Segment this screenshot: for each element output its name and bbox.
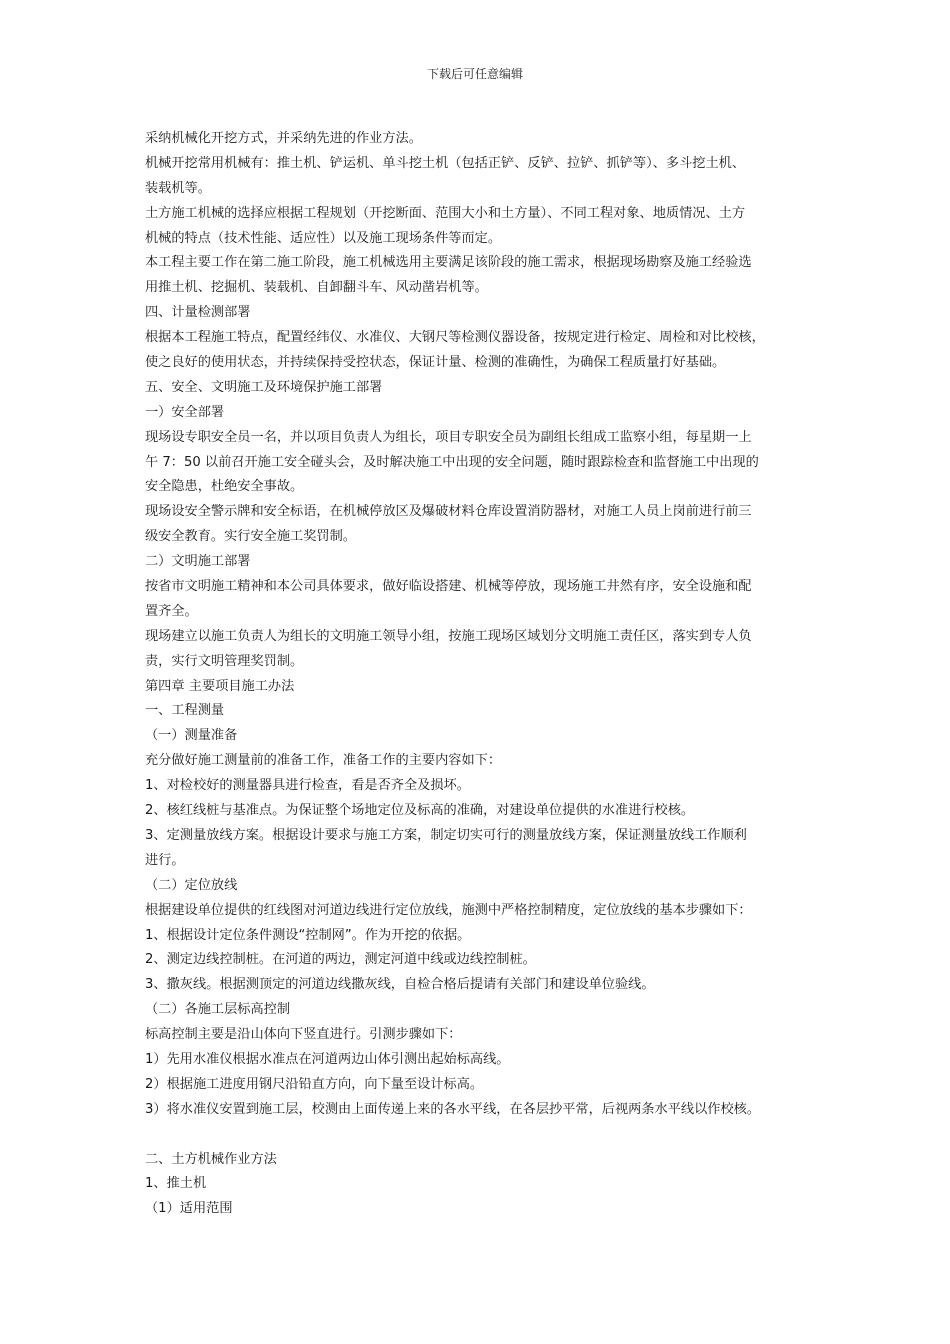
blank-line — [145, 1123, 813, 1148]
text-line: 二、土方机械作业方法 — [145, 1151, 277, 1167]
text-line: 机械的特点（技术性能、适应性）以及施工现场条件等而定。 — [145, 230, 502, 246]
document-body — [145, 127, 813, 1222]
text-line: 3）将水准仪安置到施工层，校测由上面传递上来的各水平线，在各层抄平常，后视两条水平线以作校核。 — [145, 1101, 761, 1117]
text-line: 3、撒灰线。根据测顶定的河道边线撒灰线，自检合格后提请有关部门和建设单位验线。 — [145, 977, 655, 993]
text-line: 现场设安全警示牌和安全标语，在机械停放区及爆破材料仓库设置消防器材，对施工人员上岗前进行前三 — [145, 504, 752, 520]
text-line: 3、定测量放线方案。根据设计要求与施工方案，制定切实可行的测量放线方案，保证测量放线工作顺利 — [145, 827, 747, 843]
text-line: （二）定位放线 — [145, 877, 238, 893]
text-line: 装载机等。 — [145, 180, 211, 196]
text-line: 机械开挖常用机械有：推土机、铲运机、单斗挖土机（包括正铲、反铲、拉铲、抓铲等）、多斗挖土机、 — [145, 155, 746, 171]
text-line: 使之良好的使用状态，并持续保持受控状态，保证计量、检测的准确性，为确保工程质量打好基础。 — [145, 355, 726, 371]
text-line: 1、根据设计定位条件测设“控制网”。作为开挖的依据。 — [145, 927, 471, 943]
text-line: 根据建设单位提供的红线图对河道边线进行定位放线，施测中严格控制精度，定位放线的基本步骤如下： — [145, 902, 752, 918]
text-line: 一、工程测量 — [145, 703, 225, 719]
text-line: 级安全教育。实行安全施工奖罚制。 — [145, 529, 356, 545]
text-line: （二）各施工层标高控制 — [145, 1002, 291, 1018]
text-line: 现场建立以施工负责人为组长的文明施工领导小组，按施工现场区域划分文明施工责任区，落实到专人负 — [145, 628, 752, 644]
text-line: 1）先用水准仪根据水准点在河道两边山体引测出起始标高线。 — [145, 1051, 510, 1067]
text-line: 二）文明施工部署 — [145, 554, 251, 570]
text-line: 1、推土机 — [145, 1176, 207, 1192]
text-line: 第四章 主要项目施工办法 — [145, 678, 295, 694]
text-line: 安全隐患，杜绝安全事故。 — [145, 479, 304, 495]
text-line: 根据本工程施工特点，配置经纬仪、水准仪、大钢尺等检测仪器设备，按规定进行检定、周检和对比校核， — [145, 330, 765, 346]
text-line: 进行。 — [145, 852, 185, 868]
text-line: 午 7：50 以前召开施工安全碰头会，及时解决施工中出现的安全问题，随时跟踪检查和监督施工中出现的 — [145, 454, 759, 470]
text-line: 土方施工机械的选择应根据工程规划（开挖断面、范围大小和土方量）、不同工程对象、地质情况、土方 — [145, 205, 746, 221]
text-line: 五、安全、文明施工及环境保护施工部署 — [145, 379, 383, 395]
text-line: 四、计量检测部署 — [145, 305, 251, 321]
text-line: 用推土机、挖掘机、装载机、自卸翻斗车、风动凿岩机等。 — [145, 280, 488, 296]
text-line: 2、核红线桩与基准点。为保证整个场地定位及标高的准确，对建设单位提供的水准进行校核。 — [145, 803, 695, 819]
text-line: 现场设专职安全员一名，并以项目负责人为组长，项目专职安全员为副组长组成工监察小组，每星期一上 — [145, 429, 752, 445]
text-line: （一）测量准备 — [145, 728, 238, 744]
text-line: 按省市文明施工精神和本公司具体要求，做好临设搭建、机械等停放，现场施工井然有序，安全设施和配 — [145, 579, 752, 595]
text-line: 一）安全部署 — [145, 404, 225, 420]
text-line: 1、对检校好的测量器具进行检查，看是否齐全及损坏。 — [145, 778, 470, 794]
text-line: 标高控制主要是沿山体向下竖直进行。引测步骤如下： — [145, 1027, 462, 1043]
text-line: 采纳机械化开挖方式，并采纳先进的作业方法。 — [145, 131, 422, 146]
text-line: 置齐全。 — [145, 603, 198, 619]
text-line: （1）适用范围 — [145, 1201, 233, 1217]
text-line: 本工程主要工作在第二施工阶段，施工机械选用主要满足该阶段的施工需求，根据现场勘察及施工经验选 — [145, 255, 752, 271]
page-header: 下载后可任意编辑 — [426, 67, 523, 81]
text-line: 2、测定边线控制桩。在河道的两边，测定河道中线或边线控制桩。 — [145, 952, 536, 968]
text-line: 2）根据施工进度用钢尺沿铅直方向，向下量至设计标高。 — [145, 1076, 484, 1092]
text-line: 责，实行文明管理奖罚制。 — [145, 653, 304, 669]
text-line: 充分做好施工测量前的准备工作，准备工作的主要内容如下： — [145, 753, 502, 769]
